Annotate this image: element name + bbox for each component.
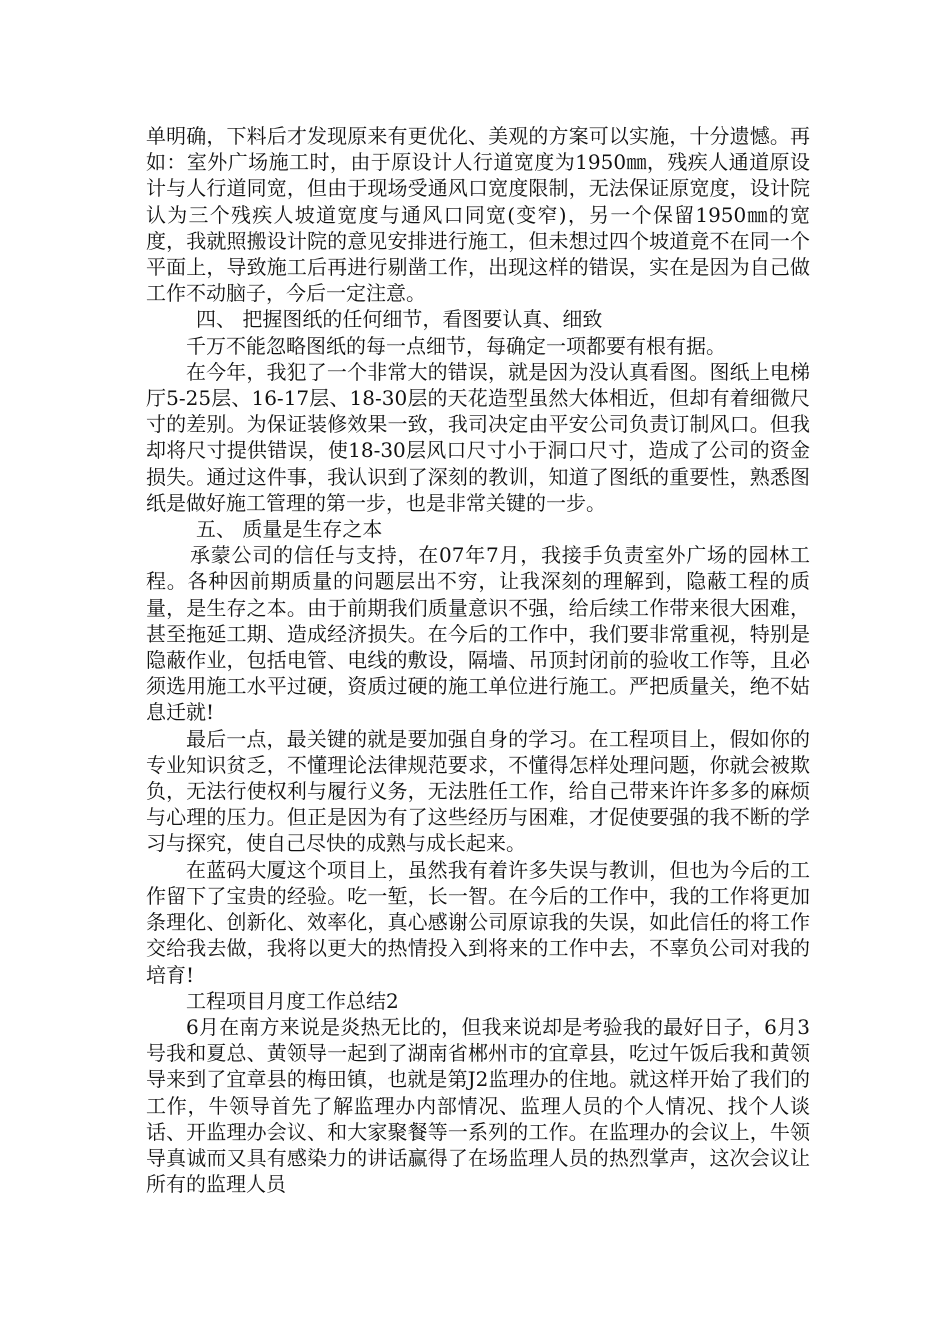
paragraph-conclusion: 在蓝码大厦这个项目上，虽然我有着许多失误与教训，但也为今后的工作留下了宝贵的经验。吃一堑，长一智。在今后的工作中，我的工作将更加条理化、创新化、效率化，真心感谢公司原谅我的失误，如此信任的将工作交给我去做，我将以更大的热情投入到将来的工作中去，不辜负公司对我的培育!: [146, 857, 810, 987]
paragraph-self-learning: 最后一点，最关键的就是要加强自身的学习。在工程项目上，假如你的专业知识贫乏，不懂理论法律规范要求，不懂得怎样处理问题，你就会被欺负，无法行使权利与履行义务，无法胜任工作，给自己带来许许多多的麻烦与心理的压力。但正是因为有了这些经历与困难，才促使要强的我不断的学习与探究，使自己尽快的成熟与成长起来。: [146, 726, 810, 856]
paragraph-quality: 承蒙公司的信任与支持，在07年7月，我接手负责室外广场的园林工程。各种因前期质量的问题层出不穷，让我深刻的理解到，隐蔽工程的质量，是生存之本。由于前期我们质量意识不强，给后续工作带来很大困难，甚至拖延工期、造成经济损失。在今后的工作中，我们要非常重视，特别是隐蔽作业，包括电管、电线的敷设，隔墙、吊顶封闭前的验收工作等，且必须选用施工水平过硬，资质过硬的施工单位进行施工。严把质量关，绝不姑息迁就!: [146, 543, 810, 725]
document-subtitle: 工程项目月度工作总结2: [186, 988, 399, 1013]
paragraph-drawing-error: 在今年，我犯了一个非常大的错误，就是因为没认真看图。图纸上电梯厅5-25层、16-17层、18-30层的天花造型虽然大体相近，但却有着细微尺寸的差别。为保证装修效果一致，我司决定由平安公司负责订制风口。但我却将尺寸提供错误，使18-30层风口尺寸小于洞口尺寸，造成了公司的资金损失。通过这件事，我认识到了深刻的教训，知道了图纸的重要性，熟悉图纸是做好施工管理的第一步，也是非常关键的一步。: [146, 359, 810, 515]
paragraph-june-work: 6月在南方来说是炎热无比的，但我来说却是考验我的最好日子，6月3号我和夏总、黄领导一起到了湖南省郴州市的宜章县，吃过午饭后我和黄领导来到了宜章县的梅田镇，也就是第J2监理办的住地。就这样开始了我们的工作，牛领导首先了解监理办内部情况、监理人员的个人情况、找个人谈话、开监理办会议、和大家聚餐等一系列的工作。在监理办的会议上，牛领导真诚而又具有感染力的讲话赢得了在场监理人员的热烈掌声，这次会议让所有的监理人员: [146, 1014, 810, 1197]
paragraph-overview-design-lesson: 单明确，下料后才发现原来有更优化、美观的方案可以实施，十分遗憾。再如：室外广场施工时，由于原设计人行道宽度为1950㎜，残疾人通道原设计与人行道同宽，但由于现场受通风口宽度限制，无法保证原宽度，设计院认为三个残疾人坡道宽度与通风口同宽(变窄)，另一个保留1950㎜的宽度，我就照搬设计院的意见安排进行施工，但未想过四个坡道竟不在同一个平面上，导致施工后再进行剔凿工作，出现这样的错误，实在是因为自己做工作不动脑子，今后一定注意。: [146, 124, 810, 306]
section-heading-five: 五、 质量是生存之本: [196, 517, 383, 542]
document-body: [146, 123, 810, 1197]
section-heading-four: 四、 把握图纸的任何细节，看图要认真、细致: [196, 307, 603, 332]
paragraph-drawing-detail-rule: 千万不能忽略图纸的每一点细节，每确定一项都要有根有据。: [186, 333, 726, 358]
